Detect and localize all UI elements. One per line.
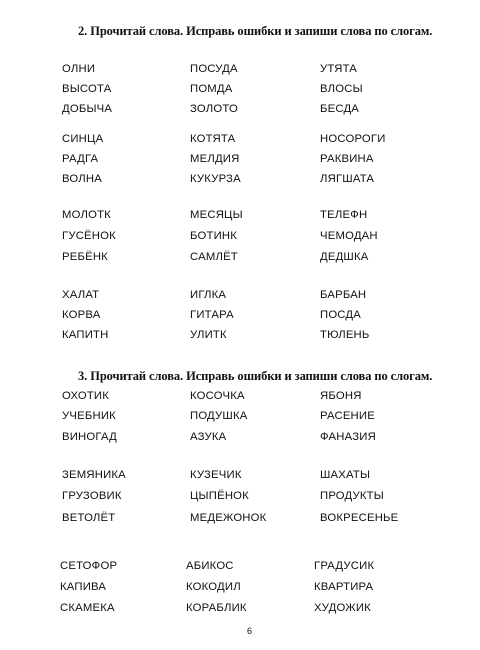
word-item: БОТИНК xyxy=(190,230,238,242)
word-item: ВЕТОЛЁТ xyxy=(62,512,116,524)
word-item: СИНЦА xyxy=(62,133,104,145)
word-item: МЕДЕЖОНОК xyxy=(190,512,267,524)
word-item: СЕТОФОР xyxy=(60,560,118,572)
word-item: ТЕЛЕФН xyxy=(320,209,368,221)
word-item: КОКОДИЛ xyxy=(186,581,241,593)
word-item: ГРАДУСИК xyxy=(314,560,375,572)
word-item: БЕСДА xyxy=(320,103,360,115)
word-item: ВЫСОТА xyxy=(62,83,112,95)
word-item: РАКВИНА xyxy=(320,153,374,165)
word-item: КОТЯТА xyxy=(190,133,236,145)
word-item: ГУСЁНОК xyxy=(62,230,116,242)
word-item: ХУДОЖИК xyxy=(314,602,371,614)
word-item: ГИТАРА xyxy=(190,309,234,321)
word-item: КАПИВА xyxy=(60,581,107,593)
word-item: ПОСДА xyxy=(320,309,362,321)
word-item: ДОБЫЧА xyxy=(62,103,113,115)
word-item: КОСОЧКА xyxy=(190,390,245,402)
word-item: САМЛЁТ xyxy=(190,251,238,263)
word-item: ЛЯГШАТА xyxy=(320,173,375,185)
page-number: 6 xyxy=(247,626,253,636)
word-item: ДЕДШКА xyxy=(320,251,369,263)
exercise-2-heading: 2. Прочитай слова. Исправь ошибки и запиши слова по слогам. xyxy=(78,24,433,38)
word-item: ВОЛНА xyxy=(62,173,102,185)
word-item: ОЛНИ xyxy=(62,63,96,75)
word-item: РЕБЁНК xyxy=(62,251,108,263)
word-item: ЦЫПЁНОК xyxy=(190,490,249,502)
word-item: ШАХАТЫ xyxy=(320,469,371,481)
word-item: ЯБОНЯ xyxy=(320,390,362,402)
word-item: ОХОТИК xyxy=(62,390,110,402)
word-item: ГРУЗОВИК xyxy=(62,490,122,502)
word-item: ПОМДА xyxy=(190,83,233,95)
word-item: ТЮЛЕНЬ xyxy=(320,329,370,341)
word-item: ХАЛАТ xyxy=(62,289,100,301)
word-item: УТЯТА xyxy=(320,63,358,75)
word-item: РАСЕНИЕ xyxy=(320,410,375,422)
word-item: КУЗЕЧИК xyxy=(190,469,242,481)
word-item: КВАРТИРА xyxy=(314,581,374,593)
word-item: ВИНОГАД xyxy=(62,431,117,443)
word-item: МЕСЯЦЫ xyxy=(190,209,243,221)
word-item: ИГЛКА xyxy=(190,289,227,301)
word-item: ВЛОСЫ xyxy=(320,83,363,95)
word-item: УЛИТК xyxy=(190,329,227,341)
word-item: ВОКРЕСЕНЬЕ xyxy=(320,512,399,524)
word-item: ПОДУШКА xyxy=(190,410,248,422)
word-item: МЕЛДИЯ xyxy=(190,153,240,165)
word-item: ЗЕМЯНИКА xyxy=(62,469,126,481)
word-item: МОЛОТК xyxy=(62,209,111,221)
word-item: КАПИТН xyxy=(62,329,109,341)
word-item: БАРБАН xyxy=(320,289,367,301)
word-item: КУКУРЗА xyxy=(190,173,241,185)
word-item: КОРВА xyxy=(62,309,101,321)
word-item: ЧЕМОДАН xyxy=(320,230,378,242)
word-item: ПОСУДА xyxy=(190,63,238,75)
word-item: ФАНАЗИЯ xyxy=(320,431,376,443)
word-item: АБИКОС xyxy=(186,560,234,572)
word-item: АЗУКА xyxy=(190,431,227,443)
word-item: РАДГА xyxy=(62,153,99,165)
exercise-3-heading: 3. Прочитай слова. Исправь ошибки и запиши слова по слогам. xyxy=(78,369,433,383)
word-item: КОРАБЛИК xyxy=(186,602,247,614)
word-item: ЗОЛОТО xyxy=(190,103,238,115)
word-item: НОСОРОГИ xyxy=(320,133,386,145)
word-item: ПРОДУКТЫ xyxy=(320,490,384,502)
word-item: СКАМЕКА xyxy=(60,602,115,614)
word-item: УЧЕБНИК xyxy=(62,410,116,422)
